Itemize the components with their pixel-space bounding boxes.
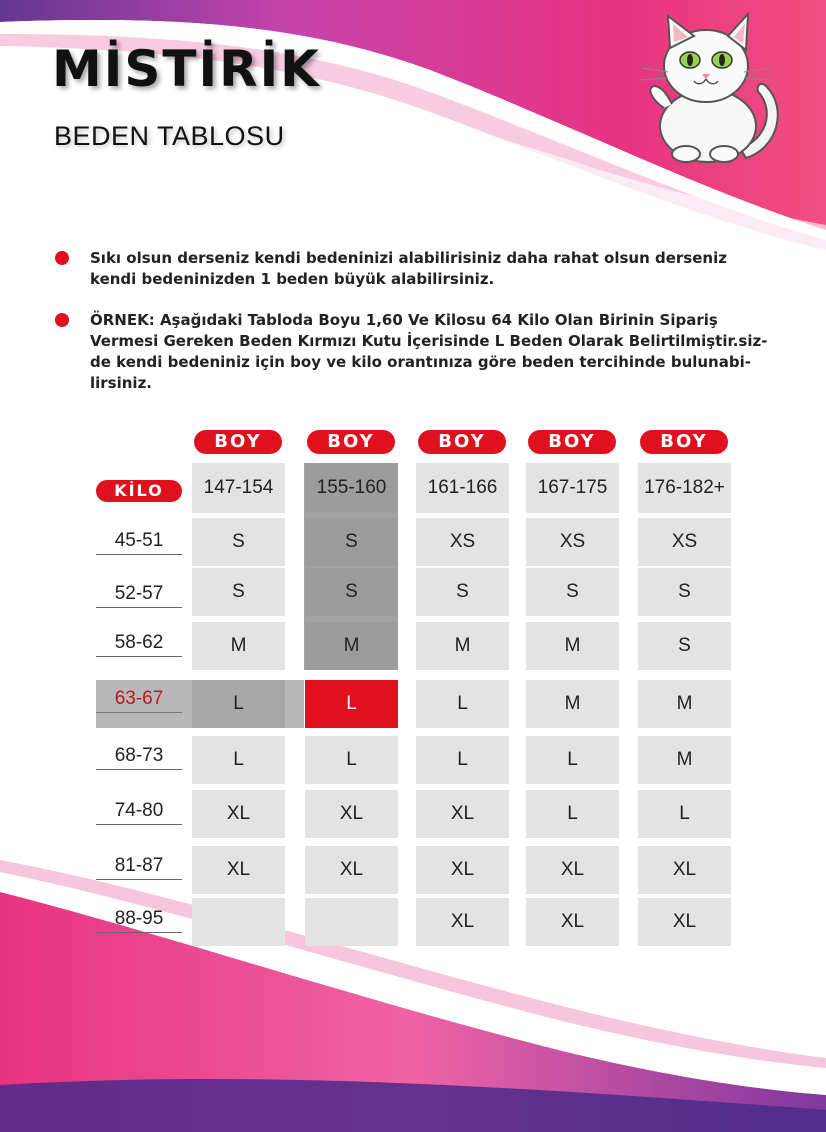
size-cell: XL (638, 898, 731, 946)
boy-badge: BOY (640, 430, 728, 454)
size-cell: L (192, 736, 285, 784)
boy-badge: BOY (194, 430, 282, 454)
size-cell: XS (638, 518, 731, 566)
boy-badge: BOY (418, 430, 506, 454)
size-cell: M (526, 680, 619, 728)
weight-label: 68-73 (96, 745, 182, 770)
size-cell: L (526, 736, 619, 784)
size-cell: XL (526, 898, 619, 946)
size-cell: L (526, 790, 619, 838)
size-cell: L (416, 680, 509, 728)
size-cell: S (526, 568, 619, 616)
size-cell: M (526, 622, 619, 670)
size-cell: L (192, 680, 285, 728)
size-cell: L (305, 736, 398, 784)
weight-label: 81-87 (96, 855, 182, 880)
white-cat-icon (628, 8, 788, 168)
height-header-cell: 167-175 (526, 463, 619, 513)
bullet-dot-icon (55, 251, 69, 265)
weight-label: 58-62 (96, 632, 182, 657)
size-cell: XL (192, 790, 285, 838)
size-cell: M (638, 736, 731, 784)
size-cell: M (305, 622, 398, 670)
size-cell: XL (416, 790, 509, 838)
height-header-cell: 147-154 (192, 463, 285, 513)
size-cell: M (192, 622, 285, 670)
bullet-dot-icon (55, 313, 69, 327)
height-header-cell: 176-182+ (638, 463, 731, 513)
size-cell: S (192, 518, 285, 566)
kilo-badge: KİLO (96, 480, 182, 502)
size-cell: M (638, 680, 731, 728)
size-cell: XL (192, 846, 285, 894)
boy-badge: BOY (528, 430, 616, 454)
weight-label: 45-51 (96, 530, 182, 555)
size-cell: XL (305, 846, 398, 894)
weight-label: 88-95 (96, 908, 182, 933)
size-cell: XL (638, 846, 731, 894)
size-cell: XS (526, 518, 619, 566)
page-subtitle: BEDEN TABLOSU (54, 121, 285, 151)
size-cell: XL (416, 846, 509, 894)
weight-label: 74-80 (96, 800, 182, 825)
note-sizing-advice: Sıkı olsun derseniz kendi bedeninizi alabilirisiniz daha rahat olsun derseniz kendi bedeninizden 1 beden büyük alabilirsiniz. (90, 249, 727, 288)
note-example: ÖRNEK: Aşağıdaki Tabloda Boyu 1,60 Ve Kilosu 64 Kilo Olan Birinin Sipariş Vermesi Gereken Beden Kırmızı Kutu İçerisinde L Beden Olarak Belirtilmiştir.siz-de kendi bedeniniz için boy ve kilo orantınıza göre beden tercihinde bulunabi-lirsiniz. (90, 311, 768, 392)
highlighted-size-cell: L (305, 680, 398, 728)
size-cell: XL (416, 898, 509, 946)
size-cell: S (416, 568, 509, 616)
boy-badge: BOY (307, 430, 395, 454)
size-cell: XL (526, 846, 619, 894)
height-header-cell: 161-166 (416, 463, 509, 513)
weight-label: 63-67 (96, 688, 182, 713)
size-cell: S (638, 622, 731, 670)
brand-logo: MİSTİRİK (52, 40, 321, 98)
size-cell: S (638, 568, 731, 616)
size-cell: XS (416, 518, 509, 566)
height-header-cell: 155-160 (305, 463, 398, 513)
size-cell: L (638, 790, 731, 838)
size-cell (305, 898, 398, 946)
size-cell: S (192, 568, 285, 616)
size-cell: L (416, 736, 509, 784)
size-cell: M (416, 622, 509, 670)
size-cell: S (305, 568, 398, 616)
weight-label: 52-57 (96, 583, 182, 608)
size-cell: S (305, 518, 398, 566)
size-cell: XL (305, 790, 398, 838)
size-cell (192, 898, 285, 946)
